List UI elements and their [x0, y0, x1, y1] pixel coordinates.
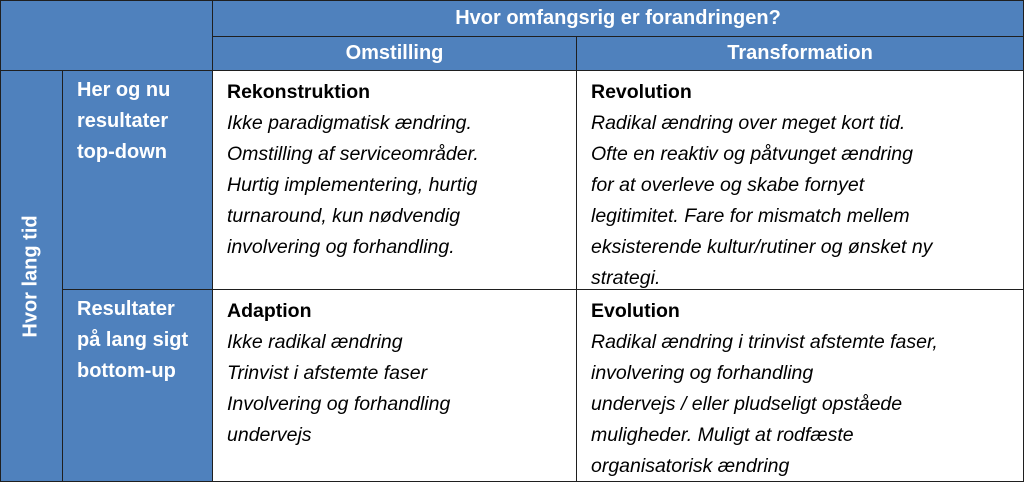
corner-cell: [0, 0, 213, 71]
header-main-text: Hvor omfangsrig er forandringen?: [455, 7, 781, 29]
cell-line: Omstilling af serviceområder.: [227, 143, 479, 165]
row-header-1: [62, 70, 213, 290]
cell-title: Evolution: [591, 300, 680, 322]
cell-line: muligheder. Muligt at rodfæste: [591, 424, 854, 446]
column-header-transformation: [576, 36, 1024, 71]
cell-line: organisatorisk ændring: [591, 455, 790, 477]
cell-line: eksisterende kultur/rutiner og ønsket ny: [591, 236, 933, 258]
cell-line: Ikke radikal ændring: [227, 331, 403, 353]
cell-line: Radikal ændring over meget kort tid.: [591, 112, 906, 134]
cell-title: Adaption: [227, 300, 312, 322]
cell-line: Ikke paradigmatisk ændring.: [227, 112, 472, 134]
row-header-1-line: resultater: [77, 110, 169, 132]
cell-line: Involvering og forhandling: [227, 393, 451, 415]
row-header-2-line: på lang sigt: [77, 329, 189, 351]
row-header-2: [62, 289, 213, 482]
cell-line: legitimitet. Fare for mismatch mellem: [591, 205, 910, 227]
cell-title: Revolution: [591, 81, 692, 103]
header-main: [212, 0, 1024, 37]
column-header-omstilling-text: Omstilling: [345, 42, 444, 64]
cell-line: involvering og forhandling: [591, 362, 814, 384]
cell-line: Trinvist i afstemte faser: [227, 362, 428, 384]
row-axis-label: Hvor lang tid: [20, 214, 43, 338]
cell-line: for at overleve og skabe fornyet: [591, 174, 865, 196]
cell-line: turnaround, kun nødvendig: [227, 205, 461, 227]
cell-line: strategi.: [591, 267, 661, 289]
cell-adaption: [212, 289, 577, 482]
cell-title: Rekonstruktion: [227, 81, 371, 103]
cell-line: involvering og forhandling.: [227, 236, 455, 258]
row-header-2-line: Resultater: [77, 298, 175, 320]
cell-line: Ofte en reaktiv og påtvunget ændring: [591, 143, 913, 165]
cell-line: undervejs / eller pludseligt opståede: [591, 393, 903, 415]
cell-line: Hurtig implementering, hurtig: [227, 174, 478, 196]
row-header-1-line: top-down: [77, 141, 167, 163]
cell-line: Radikal ændring i trinvist afstemte faser,: [591, 331, 938, 353]
cell-line: undervejs: [227, 424, 312, 446]
column-header-transformation-text: Transformation: [727, 42, 873, 64]
row-axis-label-cell: [0, 70, 63, 482]
cell-rekonstruktion: [212, 70, 577, 290]
cell-revolution: [576, 70, 1024, 290]
row-header-1-line: Her og nu: [77, 79, 171, 101]
column-header-omstilling: [212, 36, 577, 71]
row-header-2-line: bottom-up: [77, 360, 176, 382]
cell-evolution: [576, 289, 1024, 482]
